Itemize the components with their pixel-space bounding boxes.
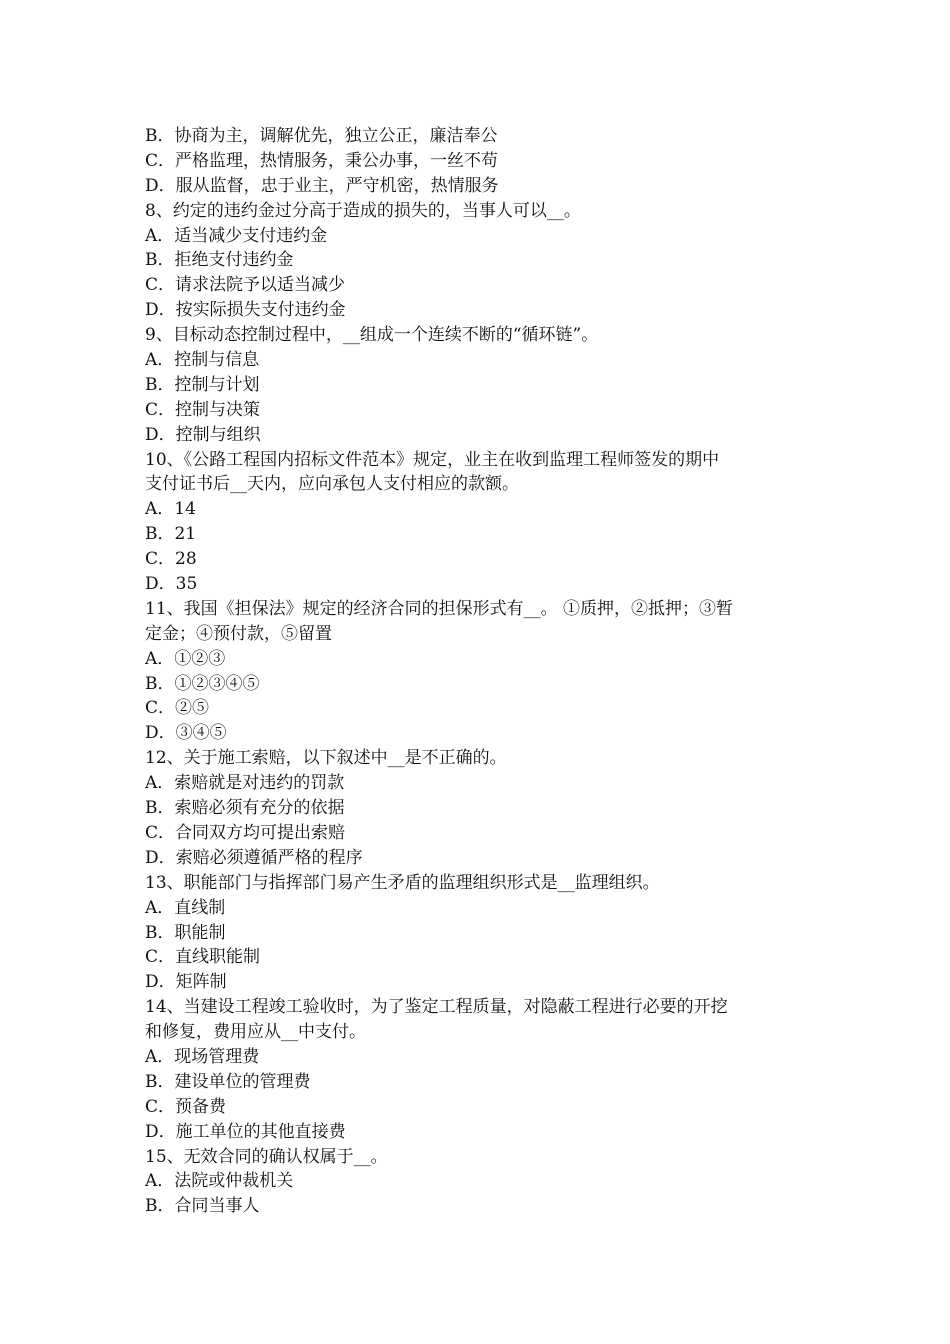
option-line: C．请求法院予以适当减少 xyxy=(145,275,346,296)
question-line: 14、当建设工程竣工验收时，为了鉴定工程质量，对隐蔽工程进行必要的开挖 xyxy=(145,997,728,1018)
option-line: A．直线制 xyxy=(145,897,226,918)
option-line: C．②⑤ xyxy=(145,698,210,719)
option-line: A．控制与信息 xyxy=(145,350,260,371)
question-line: 12、关于施工索赔，以下叙述中__是不正确的。 xyxy=(145,748,507,769)
option-line: D．矩阵制 xyxy=(145,972,227,993)
option-line: B．合同当事人 xyxy=(145,1196,260,1217)
option-line: A．现场管理费 xyxy=(145,1046,260,1067)
text-line: D．服从监督，忠于业主，严守机密，热情服务 xyxy=(145,175,499,196)
option-line: A．适当减少支付违约金 xyxy=(145,225,328,246)
option-line: D．35 xyxy=(145,574,198,595)
question-line-continued: 和修复，费用应从__中支付。 xyxy=(145,1022,366,1043)
question-line: 8、约定的违约金过分高于造成的损失的，当事人可以__。 xyxy=(145,200,581,221)
option-line: B．拒绝支付违约金 xyxy=(145,250,294,271)
option-line: A．索赔就是对违约的罚款 xyxy=(145,773,345,794)
option-line: A．法院或仲裁机关 xyxy=(145,1171,294,1192)
option-line: D．施工单位的其他直接费 xyxy=(145,1121,346,1142)
question-line: 15、无效合同的确认权属于__。 xyxy=(145,1146,388,1167)
option-line: C．28 xyxy=(145,549,197,570)
option-line: D．③④⑤ xyxy=(145,723,227,744)
option-line: D．索赔必须遵循严格的程序 xyxy=(145,847,363,868)
question-line: 9、目标动态控制过程中，__组成一个连续不断的“循环链”。 xyxy=(145,325,599,346)
option-line: B．职能制 xyxy=(145,922,226,943)
document-page xyxy=(145,124,810,1219)
option-line: C．合同双方均可提出索赔 xyxy=(145,822,346,843)
option-line: B．21 xyxy=(145,524,197,545)
option-line: B．控制与计划 xyxy=(145,374,260,395)
text-line: B．协商为主，调解优先，独立公正，廉洁奉公 xyxy=(145,126,498,146)
option-line: C．直线职能制 xyxy=(145,947,261,968)
option-line: B．建设单位的管理费 xyxy=(145,1071,311,1092)
question-line-continued: 定金；④预付款，⑤留置 xyxy=(145,623,332,644)
option-line: B．①②③④⑤ xyxy=(145,673,260,694)
question-line: 11、我国《担保法》规定的经济合同的担保形式有__。 ①质押，②抵押；③暂 xyxy=(145,598,734,619)
option-line: A．14 xyxy=(145,499,196,520)
option-line: B．索赔必须有充分的依据 xyxy=(145,798,345,819)
question-line: 10、《公路工程国内招标文件范本》规定，业主在收到监理工程师签发的期中 xyxy=(145,449,720,470)
text-line: C．严格监理，热情服务，秉公办事，一丝不苟 xyxy=(145,150,499,171)
question-line-continued: 支付证书后__天内，应向承包人支付相应的款额。 xyxy=(145,474,519,495)
question-line: 13、职能部门与指挥部门易产生矛盾的监理组织形式是__监理组织。 xyxy=(145,872,660,893)
option-line: A．①②③ xyxy=(145,648,226,669)
option-line: D．控制与组织 xyxy=(145,424,261,445)
option-line: C．控制与决策 xyxy=(145,399,261,420)
option-line: D．按实际损失支付违约金 xyxy=(145,300,346,321)
option-line: C．预备费 xyxy=(145,1096,227,1117)
